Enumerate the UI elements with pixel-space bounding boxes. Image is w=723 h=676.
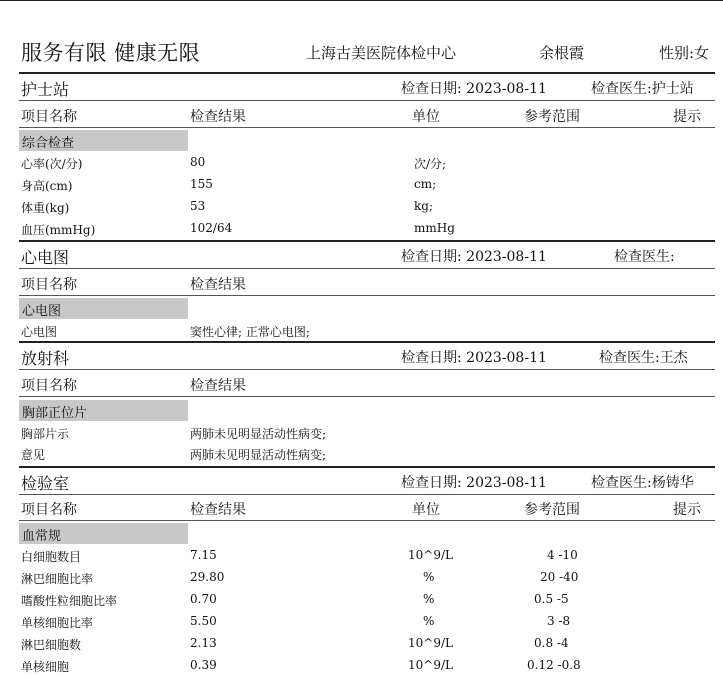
group-label: 胸部正位片 — [19, 400, 188, 421]
col-item-name: 项目名称 — [21, 502, 77, 518]
col-result: 检查结果 — [190, 378, 246, 394]
group-label: 综合检查 — [19, 130, 188, 151]
section-header-nurse — [19, 72, 715, 101]
clinic-name: 上海古美医院体检中心 — [306, 44, 457, 62]
table-row: 胸部片示 两肺未见明显活动性病变; — [21, 427, 327, 441]
exam-date: 检查日期: 2023-08-11 — [401, 249, 547, 265]
group-label: 血常规 — [19, 523, 188, 544]
col-unit: 单位 — [412, 109, 440, 125]
col-item-name: 项目名称 — [21, 109, 77, 125]
exam-doctor: 检查医生: — [614, 249, 675, 265]
table-row: 身高(cm) 155 cm; — [21, 177, 437, 193]
table-row: 意见 两肺未见明显活动性病变; — [21, 448, 327, 462]
col-item-name: 项目名称 — [21, 277, 77, 293]
group-label: 心电图 — [19, 298, 188, 319]
table-row: 体重(kg) 53 kg; — [21, 199, 433, 215]
patient-name: 余根霞 — [539, 44, 585, 62]
patient-gender: 性别:女 — [659, 44, 710, 62]
top-rule — [0, 0, 723, 1]
section-header-radiology — [19, 341, 715, 370]
column-header-nurse — [19, 101, 715, 128]
table-row: 血压(mmHg) 102/64 mmHg — [21, 221, 455, 237]
col-result: 检查结果 — [190, 502, 246, 518]
exam-doctor: 检查医生:王杰 — [599, 350, 688, 366]
col-item-name: 项目名称 — [21, 378, 77, 394]
section-header-lab — [19, 466, 715, 495]
table-row: 白细胞数目 7.15 10^9/L 4 -10 — [21, 548, 578, 564]
section-title: 心电图 — [21, 248, 70, 267]
exam-date: 检查日期: 2023-08-11 — [401, 81, 547, 97]
column-header-radiology — [19, 370, 715, 397]
col-range: 参考范围 — [524, 502, 580, 518]
col-result: 检查结果 — [190, 277, 246, 293]
col-hint: 提示 — [673, 109, 701, 125]
col-unit: 单位 — [412, 502, 440, 518]
table-row: 淋巴细胞数 2.13 10^9/L 0.8 -4 — [21, 636, 569, 652]
table-row: 心电图 窦性心律; 正常心电图; — [21, 325, 310, 339]
col-hint: 提示 — [673, 502, 701, 518]
table-row: 淋巴细胞比率 29.80 % 20 -40 — [21, 570, 579, 586]
col-result: 检查结果 — [190, 109, 246, 125]
exam-date: 检查日期: 2023-08-11 — [401, 475, 547, 491]
table-row: 单核细胞 0.39 10^9/L 0.12 -0.8 — [21, 658, 581, 674]
column-header-ecg — [19, 269, 715, 296]
section-title: 放射科 — [21, 349, 70, 368]
exam-date: 检查日期: 2023-08-11 — [401, 350, 547, 366]
column-header-lab — [19, 494, 715, 521]
table-row: 心率(次/分) 80 次/分; — [21, 155, 447, 171]
table-row: 单核细胞比率 5.50 % 3 -8 — [21, 614, 571, 630]
table-row: 嗜酸性粒细胞比率 0.70 % 0.5 -5 — [21, 592, 569, 608]
col-range: 参考范围 — [524, 109, 580, 125]
section-header-ecg — [19, 240, 715, 269]
exam-doctor: 检查医生:杨铸华 — [591, 475, 694, 491]
exam-doctor: 检查医生:护士站 — [591, 81, 694, 97]
section-title: 检验室 — [21, 474, 70, 493]
section-title: 护士站 — [21, 80, 70, 99]
report-slogan: 服务有限 健康无限 — [21, 41, 201, 65]
